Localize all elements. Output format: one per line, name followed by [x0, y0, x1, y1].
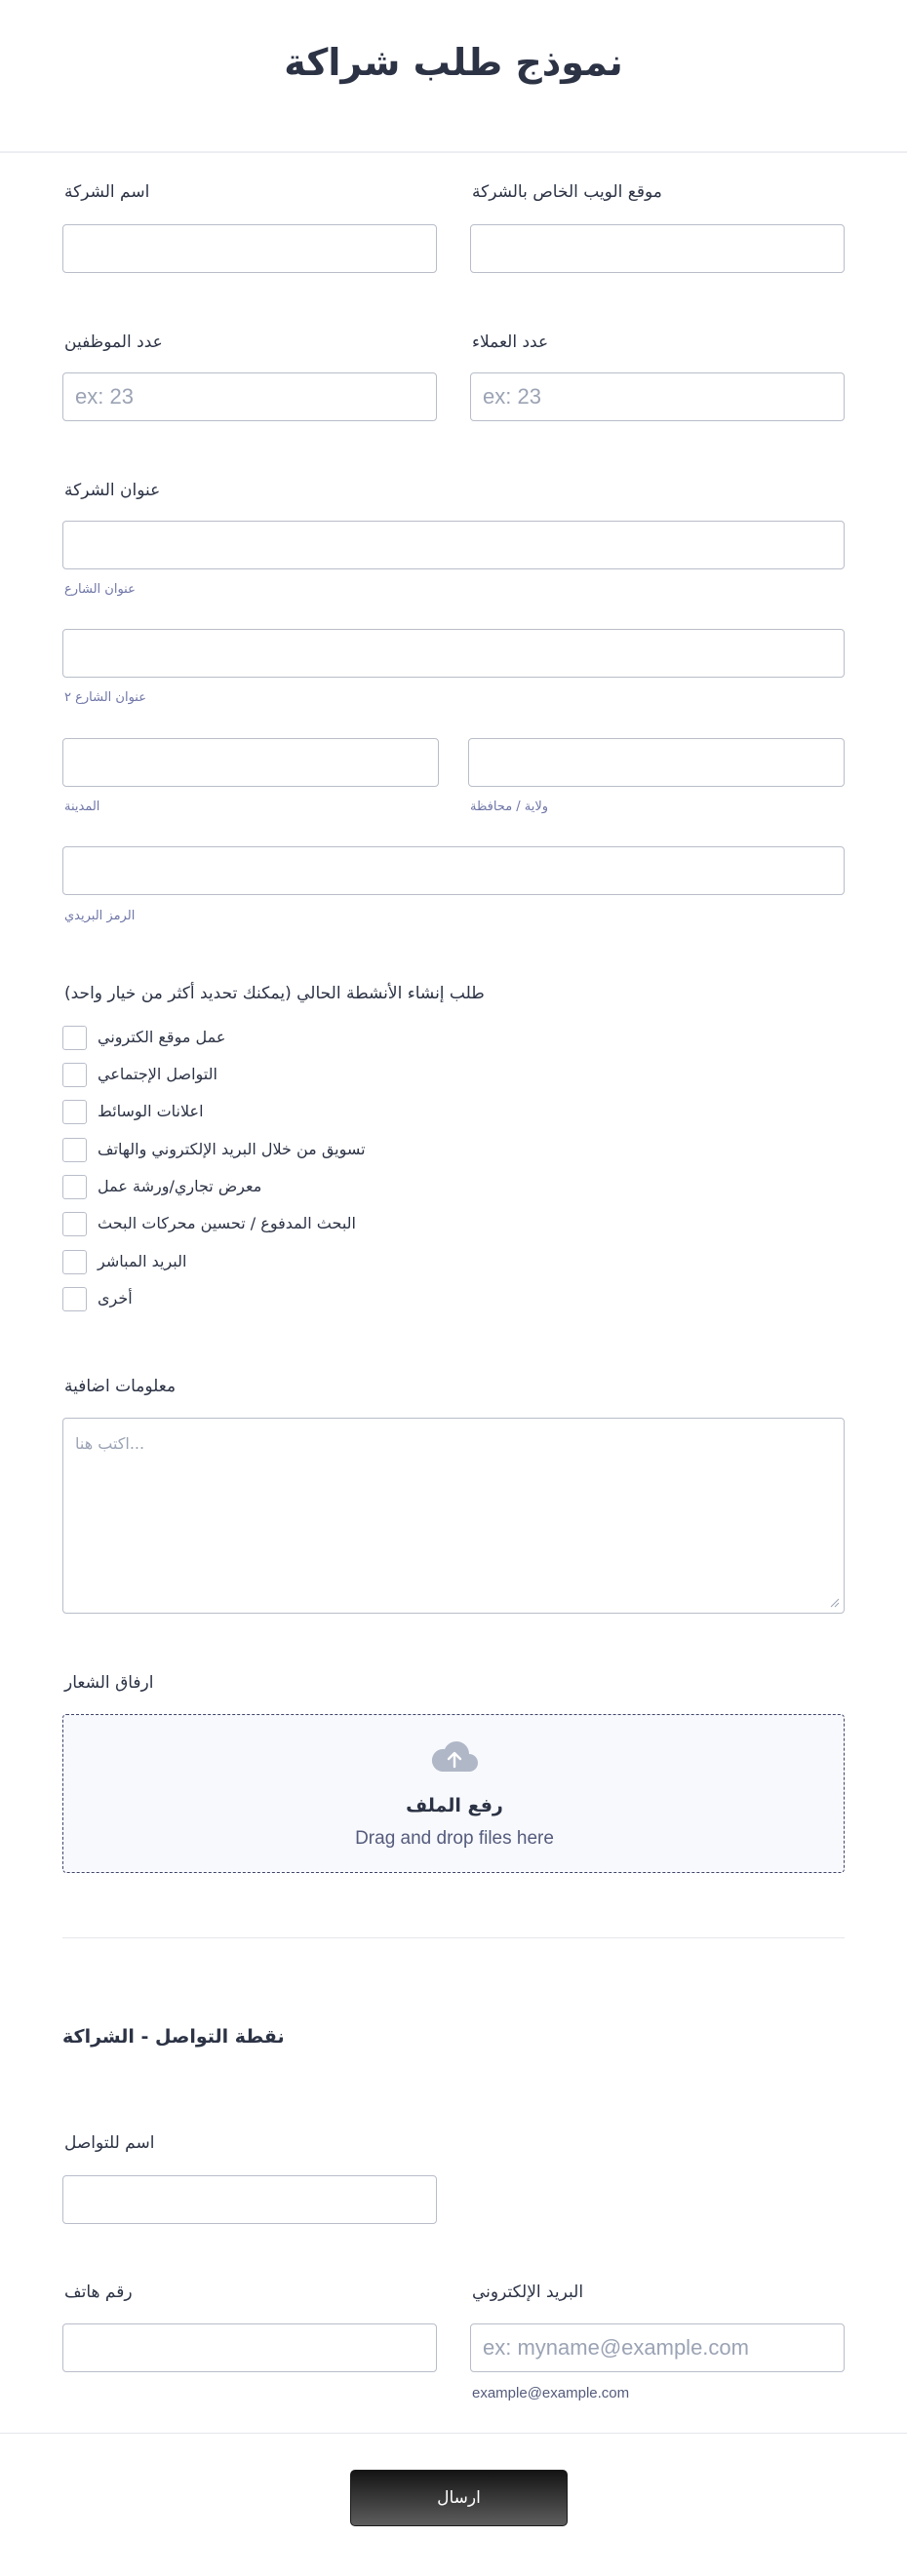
phone-input[interactable]	[62, 2323, 437, 2372]
footer-divider	[0, 2433, 907, 2434]
logo-label: ارفاق الشعار	[64, 1673, 154, 1693]
additional-info-textarea[interactable]	[62, 1418, 845, 1614]
activity-option-label: البريد المباشر	[98, 1252, 187, 1270]
address-label: عنوان الشركة	[64, 481, 161, 500]
zip-sublabel: الرمز البريدي	[64, 909, 136, 923]
submit-button[interactable]: ارسال	[350, 2470, 568, 2526]
contact-name-label: اسم للتواصل	[64, 2133, 155, 2153]
clients-input[interactable]	[470, 372, 845, 421]
company-name-label: اسم الشركة	[64, 182, 150, 202]
form-title: نموذج طلب شراكة	[284, 41, 623, 84]
resize-grip-icon[interactable]	[830, 1598, 840, 1608]
checkbox[interactable]	[62, 1250, 87, 1274]
checkbox[interactable]	[62, 1138, 87, 1162]
zip-input[interactable]	[62, 846, 845, 895]
activity-option-label: البحث المدفوع / تحسين محركات البحث	[98, 1214, 356, 1232]
activity-option-label: تسويق من خلال البريد الإلكتروني والهاتف	[98, 1140, 366, 1158]
checkbox[interactable]	[62, 1026, 87, 1050]
contact-section-title: نقطة التواصل - الشراكة	[62, 2026, 285, 2048]
state-input[interactable]	[468, 738, 845, 787]
city-input[interactable]	[62, 738, 439, 787]
employees-input[interactable]	[62, 372, 437, 421]
cloud-upload-icon	[430, 1738, 479, 1774]
checkbox[interactable]	[62, 1212, 87, 1236]
contact-name-input[interactable]	[62, 2175, 437, 2224]
upload-title: رفع الملف	[406, 1795, 503, 1816]
street2-input[interactable]	[62, 629, 845, 678]
section-divider	[62, 1937, 845, 1938]
phone-label: رقم هاتف	[64, 2283, 133, 2302]
checkbox[interactable]	[62, 1175, 87, 1199]
street-input[interactable]	[62, 521, 845, 569]
file-upload-dropzone[interactable]	[62, 1714, 845, 1873]
email-label: البريد الإلكتروني	[472, 2283, 584, 2302]
company-website-label: موقع الويب الخاص بالشركة	[472, 182, 662, 202]
activity-option-label: معرض تجاري/ورشة عمل	[98, 1177, 262, 1195]
upload-subtitle: Drag and drop files here	[355, 1828, 554, 1849]
checkbox[interactable]	[62, 1287, 87, 1311]
checkbox[interactable]	[62, 1063, 87, 1087]
email-input[interactable]	[470, 2323, 845, 2372]
company-name-input[interactable]	[62, 224, 437, 273]
employees-label: عدد الموظفين	[64, 332, 163, 352]
activity-option-label: عمل موقع الكتروني	[98, 1028, 226, 1046]
header-divider	[0, 151, 907, 153]
street-sublabel: عنوان الشارع	[64, 582, 136, 597]
state-sublabel: ولاية / محافظة	[470, 800, 549, 814]
clients-label: عدد العملاء	[472, 332, 549, 352]
company-website-input[interactable]	[470, 224, 845, 273]
checkbox[interactable]	[62, 1100, 87, 1124]
street2-sublabel: عنوان الشارع ٢	[64, 690, 146, 705]
activity-option-label: التواصل الإجتماعي	[98, 1065, 217, 1083]
activities-label: طلب إنشاء الأنشطة الحالي (يمكنك تحديد أكثر من خيار واحد)	[64, 984, 485, 1003]
additional-info-label: معلومات اضافية	[64, 1377, 177, 1396]
activity-option-label: اعلانات الوسائط	[98, 1102, 204, 1120]
email-hint: example@example.com	[472, 2385, 630, 2401]
activity-option-label: أخرى	[98, 1289, 133, 1308]
city-sublabel: المدينة	[64, 800, 100, 814]
